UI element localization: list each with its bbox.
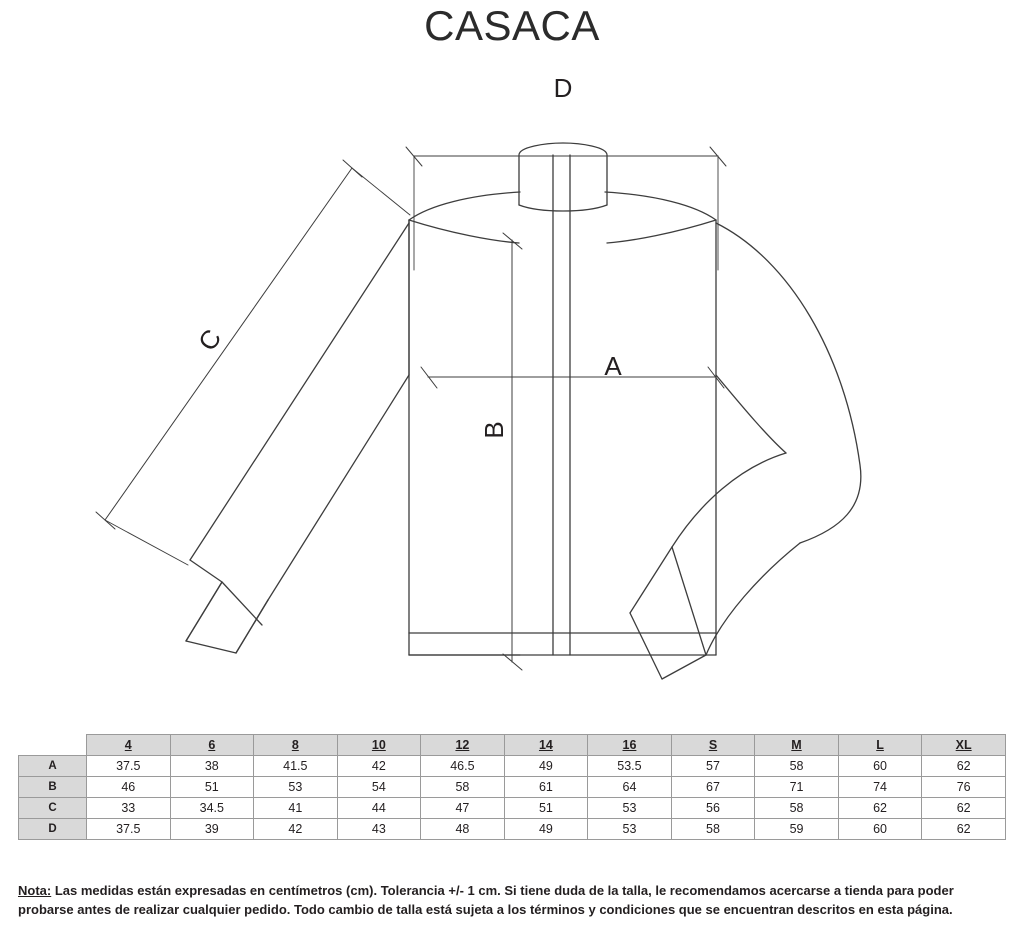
measure-cell: 58 (671, 819, 755, 840)
measure-cell: 58 (421, 777, 505, 798)
label-c: C (191, 323, 228, 357)
table-header (19, 735, 1006, 756)
measure-row-label: B (19, 777, 87, 798)
measure-cell: 60 (838, 756, 922, 777)
measure-row-label: D (19, 819, 87, 840)
note-label: Nota: (18, 883, 52, 898)
measure-row-label: C (19, 798, 87, 819)
jacket-diagram (0, 55, 1024, 715)
measure-cell: 37.5 (87, 819, 171, 840)
label-d: D (553, 73, 573, 103)
measure-cell: 53 (588, 819, 672, 840)
measure-cell: 61 (504, 777, 588, 798)
table-corner-cell (19, 735, 87, 756)
measure-cell: 62 (922, 819, 1006, 840)
size-column-header: S (671, 735, 755, 756)
measure-cell: 51 (504, 798, 588, 819)
measure-cell: 42 (337, 756, 421, 777)
measure-cell: 33 (87, 798, 171, 819)
label-a: A (604, 351, 622, 381)
measure-cell: 62 (922, 798, 1006, 819)
measure-cell: 62 (922, 756, 1006, 777)
measure-cell: 76 (922, 777, 1006, 798)
size-column-header: 14 (504, 735, 588, 756)
size-column-header: 6 (170, 735, 254, 756)
measure-cell: 37.5 (87, 756, 171, 777)
measure-cell: 58 (755, 798, 839, 819)
measure-cell: 43 (337, 819, 421, 840)
measure-cell: 67 (671, 777, 755, 798)
measure-cell: 58 (755, 756, 839, 777)
table-row (19, 819, 1006, 840)
size-column-header: 8 (254, 735, 338, 756)
size-column-header: 10 (337, 735, 421, 756)
measure-cell: 39 (170, 819, 254, 840)
measure-cell: 46.5 (421, 756, 505, 777)
note-text: Las medidas están expresadas en centímetros (cm). Tolerancia +/- 1 cm. Si tiene duda de la talla, le recomendamos acercarse a tienda para poder probarse antes de realizar cualquier pedido. Todo cambio de talla está sujeta a los términos y condiciones que se encuentran descritos en esta página. (18, 883, 954, 917)
measure-cell: 60 (838, 819, 922, 840)
measure-cell: 48 (421, 819, 505, 840)
size-column-header: M (755, 735, 839, 756)
measure-cell: 49 (504, 819, 588, 840)
jacket-technical-drawing (0, 55, 1024, 715)
table-row (19, 777, 1006, 798)
measure-cell: 71 (755, 777, 839, 798)
size-column-header: XL (922, 735, 1006, 756)
size-column-header: L (838, 735, 922, 756)
table-row (19, 756, 1006, 777)
label-b: B (479, 421, 509, 439)
measure-cell: 59 (755, 819, 839, 840)
note (18, 881, 1008, 919)
measure-cell: 41 (254, 798, 338, 819)
table-header-row (19, 735, 1006, 756)
measure-cell: 51 (170, 777, 254, 798)
measure-cell: 49 (504, 756, 588, 777)
measure-cell: 56 (671, 798, 755, 819)
measure-cell: 46 (87, 777, 171, 798)
measure-cell: 53.5 (588, 756, 672, 777)
measure-cell: 44 (337, 798, 421, 819)
measure-cell: 57 (671, 756, 755, 777)
size-table (18, 734, 1006, 840)
measure-cell: 62 (838, 798, 922, 819)
measure-cell: 41.5 (254, 756, 338, 777)
measure-cell: 38 (170, 756, 254, 777)
measure-cell: 64 (588, 777, 672, 798)
measure-cell: 42 (254, 819, 338, 840)
measure-cell: 53 (254, 777, 338, 798)
table-row (19, 798, 1006, 819)
measure-row-label: A (19, 756, 87, 777)
measure-cell: 53 (588, 798, 672, 819)
measure-cell: 54 (337, 777, 421, 798)
measure-cell: 74 (838, 777, 922, 798)
measure-cell: 34.5 (170, 798, 254, 819)
size-column-header: 4 (87, 735, 171, 756)
table-body (19, 756, 1006, 840)
measure-cell: 47 (421, 798, 505, 819)
size-column-header: 16 (588, 735, 672, 756)
size-column-header: 12 (421, 735, 505, 756)
page-title: CASACA (424, 2, 600, 49)
